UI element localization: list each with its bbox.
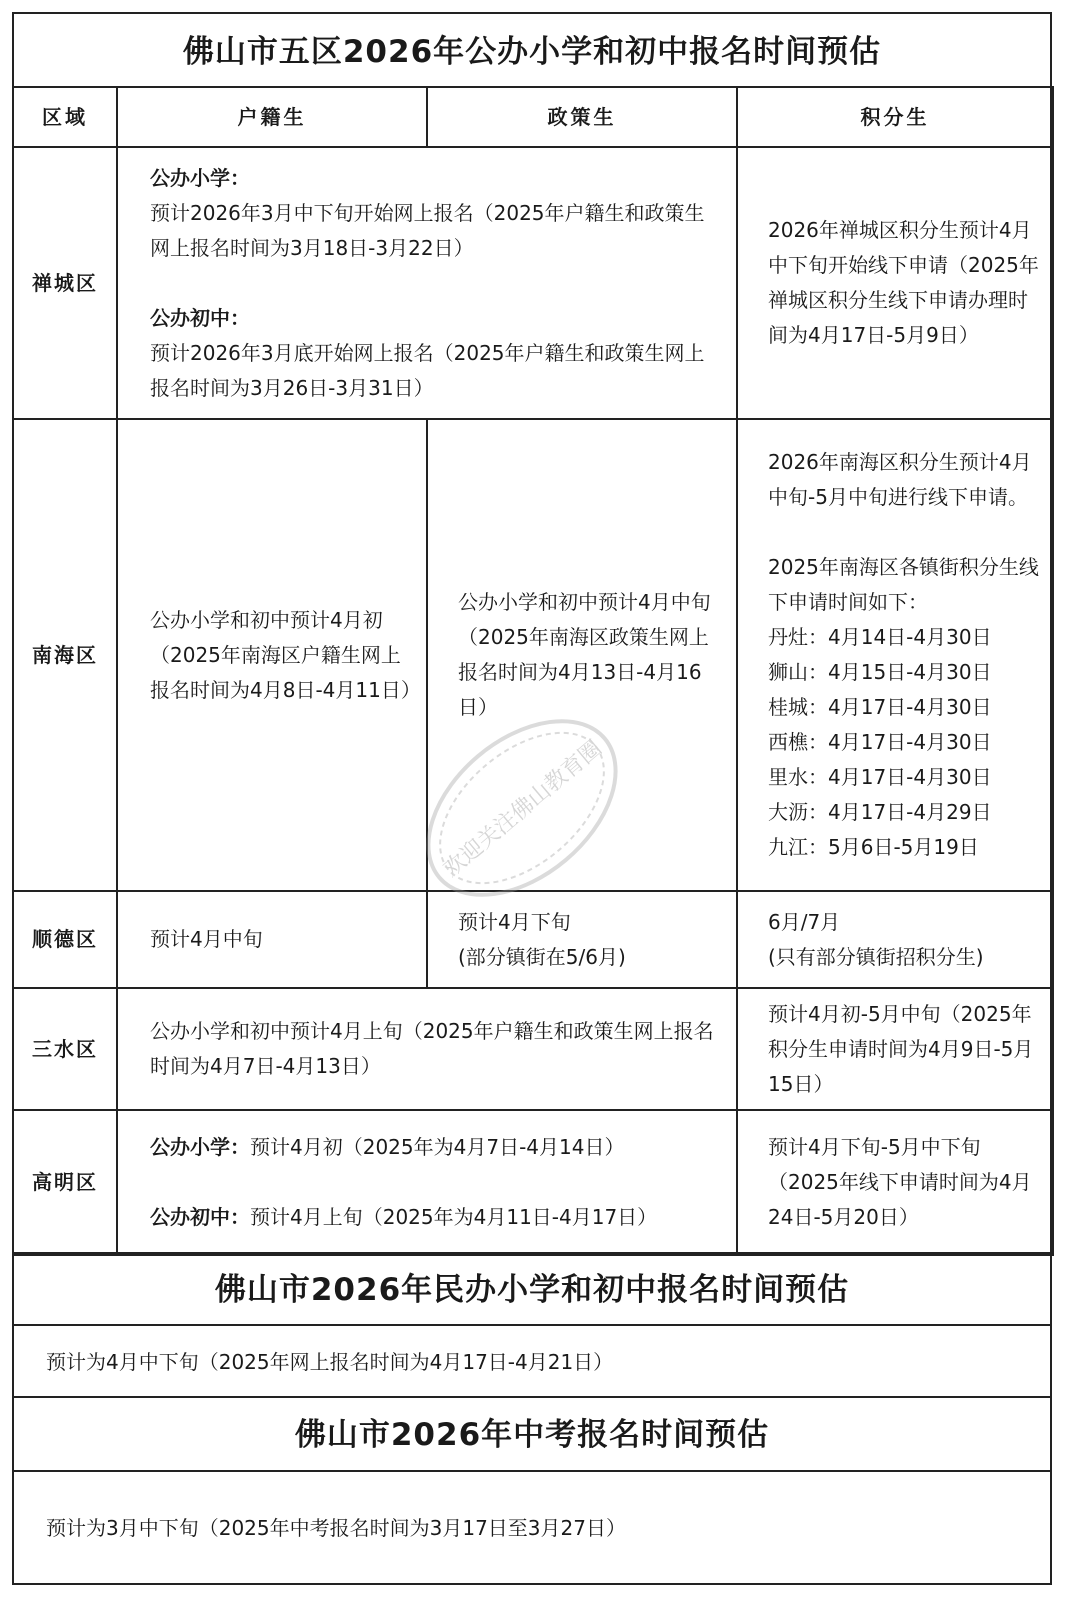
sanshui-jifen-text: 预计4月初-5月中旬（2025年积分生申请时间为4月9日-5月15日） — [768, 1001, 1034, 1096]
shunde-huji-text: 预计4月中旬 — [150, 927, 263, 951]
gaoming-huji-zhengce-cell — [117, 1110, 737, 1255]
public-school-table — [12, 86, 1054, 1256]
sanshui-text: 公办小学和初中预计4月上旬（2025年户籍生和政策生网上报名时间为4月7日-4月13日） — [150, 1019, 714, 1078]
gaoming-jifen-cell — [737, 1110, 1053, 1255]
chancheng-jifen-text: 2026年禅城区积分生预计4月中下旬开始线下申请（2025年禅城区积分生线下申请办理时间为4月17日-5月9日） — [768, 218, 1039, 347]
nanhai-town-4: 里水：4月17日-4月30日 — [768, 765, 992, 789]
header-huji: 户籍生 — [117, 87, 427, 147]
nanhai-town-5: 大沥：4月17日-4月29日 — [768, 800, 992, 824]
shunde-zhengce-line2: (部分镇街在5/6月) — [458, 944, 626, 969]
gaoming-junior-text: 预计4月上旬（2025年为4月11日-4月17日） — [250, 1205, 658, 1229]
nanhai-town-0: 丹灶：4月14日-4月30日 — [768, 625, 992, 649]
district-chancheng: 禅城区 — [13, 147, 117, 419]
chancheng-huji-zhengce-cell — [117, 147, 737, 419]
main-title: 佛山市五区2026年公办小学和初中报名时间预估 — [182, 34, 882, 70]
row-nanhai — [13, 419, 1053, 891]
private-school-title-box — [12, 1252, 1052, 1326]
sanshui-huji-zhengce-cell — [117, 988, 737, 1110]
row-chancheng — [13, 147, 1053, 419]
nanhai-town-1: 狮山：4月15日-4月30日 — [768, 660, 992, 684]
shunde-huji-cell — [117, 891, 427, 988]
private-school-box — [12, 1324, 1052, 1398]
zhongkao-title-box — [12, 1396, 1052, 1472]
zhongkao-box — [12, 1470, 1052, 1585]
shunde-jifen-cell — [737, 891, 1053, 988]
nanhai-town-3: 西樵：4月17日-4月30日 — [768, 730, 992, 754]
chancheng-primary-label: 公办小学： — [150, 165, 250, 190]
sanshui-jifen-cell — [737, 988, 1053, 1110]
private-school-title: 佛山市2026年民办小学和初中报名时间预估 — [214, 1272, 850, 1308]
zhongkao-title: 佛山市2026年中考报名时间预估 — [294, 1417, 770, 1453]
zhongkao-text: 预计为3月中下旬（2025年中考报名时间为3月17日至3月27日） — [46, 1516, 626, 1540]
nanhai-zhengce-cell — [427, 419, 737, 891]
gaoming-jifen-text: 预计4月下旬-5月中下旬（2025年线下申请时间为4月24日-5月20日） — [768, 1135, 1032, 1229]
nanhai-town-6: 九江：5月6日-5月19日 — [768, 835, 979, 859]
watermark-text: 欢迎关注佛山教育圈 — [439, 735, 607, 883]
chancheng-junior-label: 公办初中： — [150, 305, 250, 330]
gaoming-primary-label: 公办小学： — [150, 1135, 250, 1159]
gaoming-junior-label: 公办初中： — [150, 1205, 250, 1229]
nanhai-jifen-intro: 2026年南海区积分生预计4月中旬-5月中旬进行线下申请。 — [768, 450, 1032, 509]
shunde-zhengce-line1: 预计4月下旬 — [458, 909, 571, 934]
chancheng-junior-text: 预计2026年3月底开始网上报名（2025年户籍生和政策生网上报名时间为3月26日-3月31日） — [150, 340, 705, 400]
nanhai-jifen-intro2: 2025年南海区各镇街积分生线下申请时间如下： — [768, 555, 1039, 614]
header-zhengce: 政策生 — [427, 87, 737, 147]
shunde-jifen-line1: 6月/7月 — [768, 909, 841, 934]
nanhai-zhengce-text: 公办小学和初中预计4月中旬（2025年南海区政策生网上报名时间为4月13日-4月16日） — [458, 590, 711, 719]
nanhai-town-2: 桂城：4月17日-4月30日 — [768, 695, 992, 719]
chancheng-primary-text: 预计2026年3月中下旬开始网上报名（2025年户籍生和政策生网上报名时间为3月18日-3月22日） — [150, 200, 705, 260]
nanhai-huji-cell — [117, 419, 427, 891]
shunde-jifen-line2: (只有部分镇街招积分生) — [768, 944, 984, 969]
gaoming-primary-text: 预计4月初（2025年为4月7日-4月14日） — [250, 1135, 625, 1159]
header-region: 区域 — [13, 87, 117, 147]
nanhai-jifen-cell — [737, 419, 1053, 891]
district-sanshui: 三水区 — [13, 988, 117, 1110]
district-nanhai: 南海区 — [13, 419, 117, 891]
header-jifen: 积分生 — [737, 87, 1053, 147]
header-row — [13, 87, 1053, 147]
shunde-zhengce-cell — [427, 891, 737, 988]
row-sanshui — [13, 988, 1053, 1110]
row-gaoming — [13, 1110, 1053, 1255]
district-gaoming: 高明区 — [13, 1110, 117, 1255]
nanhai-huji-text: 公办小学和初中预计4月初（2025年南海区户籍生网上报名时间为4月8日-4月11日） — [150, 607, 421, 702]
chancheng-jifen-cell — [737, 147, 1053, 419]
row-shunde — [13, 891, 1053, 988]
district-shunde: 顺德区 — [13, 891, 117, 988]
private-school-text: 预计为4月中下旬（2025年网上报名时间为4月17日-4月21日） — [46, 1350, 614, 1374]
